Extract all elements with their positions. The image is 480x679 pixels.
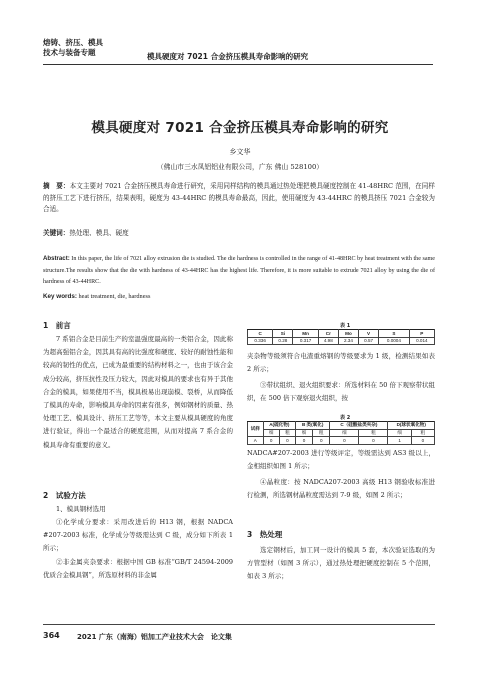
table-header-cell: Cr <box>318 330 338 338</box>
table-header-cell: A(硫化物) <box>263 422 295 430</box>
keywords-cn-label: 关键词： <box>43 229 70 237</box>
table-cell: 0 <box>263 437 279 445</box>
table-header-cell: D(球状氧化物) <box>388 422 435 430</box>
section-3-paragraph: 选定钢材后，加工同一设计的模具 5 套，本次验证选取的为方管型材（如图 3 所示），通过热处理把硬度控制在 5 个范围，如表 3 所示； <box>247 546 435 581</box>
table-header-cell: Mn <box>293 330 318 338</box>
abstract-en <box>43 253 435 289</box>
table-header-cell: 粗 <box>313 429 330 437</box>
journal-line-2: 技术与装备专题 <box>43 48 96 57</box>
table-cell: 0.57 <box>359 337 379 345</box>
header-divider <box>43 64 433 65</box>
page-number: 364 <box>43 631 60 640</box>
table-header-cell: 细 <box>388 429 411 437</box>
table-cell: 0 <box>359 437 388 445</box>
right-paragraph-2: ③带状组织、退火组织要求：所选材料在 50 倍下观察带状组织，在 500 倍下观察退火组织，按 <box>247 381 435 403</box>
table-cell: 1 <box>388 437 411 445</box>
table-header-cell: 细 <box>330 429 359 437</box>
journal-section-label <box>43 38 103 58</box>
table-cell: A <box>248 437 264 445</box>
table-header-cell: C（硅酸盐类夹杂) <box>330 422 388 430</box>
table-1-caption: 表 1 <box>340 323 351 329</box>
abstract-en-text: In this paper, the life of 7021 alloy extrusion die is studied. The die hardness is controlled in the range of 41-48HRC by heat treatment with the same structure.The results show that the die with hardness of 43-44HRC has the highest life. Therefore, it is more suitable to extrude 7021 alloy by using the die of hardness of 43-44HRC. <box>43 256 435 285</box>
table-header-cell: 细 <box>263 429 279 437</box>
table-header-cell: 粗 <box>411 429 434 437</box>
table-header-cell: V <box>359 330 379 338</box>
table-row <box>248 337 435 345</box>
abstract-cn <box>43 181 435 216</box>
table-2-inclusions <box>247 421 435 445</box>
footer-divider <box>43 624 435 625</box>
table-cell: 2.34 <box>338 337 358 345</box>
table-cell: 0 <box>313 437 330 445</box>
table-header-cell: C <box>248 330 273 338</box>
table-cell: 0 <box>330 437 359 445</box>
keywords-en-label: Key words: <box>43 293 77 300</box>
table-row <box>248 437 435 445</box>
affiliation: （佛山市三水凤铝铝业有限公司，广东 佛山 528100） <box>156 163 324 171</box>
abstract-en-label: Abstract: <box>43 255 70 262</box>
table-header-cell: B 类(氧化) <box>296 422 330 430</box>
table-header-cell: 细 <box>296 429 313 437</box>
section-2-subheading: 1、模具钢材选用 <box>56 505 106 513</box>
table-2-caption: 表 2 <box>340 415 351 421</box>
keywords-en <box>43 293 150 300</box>
table-header-cell: 粗 <box>359 429 388 437</box>
section-1-title: 1 前言 <box>43 321 71 330</box>
section-2-item-1: ①化学成分要求：采用改进后的 H13 钢，根据 NADCA #207-2003 标准，化学成分等级需达到 C 级，成分如下所表 1 所示； <box>43 518 233 553</box>
table-cell: 0 <box>279 437 295 445</box>
keywords-cn <box>43 227 129 237</box>
table-cell: 0 <box>411 437 434 445</box>
table-header-cell: Si <box>273 330 293 338</box>
journal-line-1: 熔铸、挤压、模具 <box>43 38 103 47</box>
table-header-cell: S <box>379 330 409 338</box>
article-title: 模具硬度对 7021 合金挤压模具寿命影响的研究 <box>91 120 389 136</box>
section-3-title: 3 热处理 <box>247 530 283 539</box>
author: 乡文华 <box>229 148 251 156</box>
table-row <box>248 422 435 430</box>
table-cell: 0.28 <box>273 337 293 345</box>
table-cell: 0 <box>296 437 313 445</box>
table-1-composition <box>247 329 435 345</box>
table-header-cell: P <box>409 330 434 338</box>
section-2-title: 2 试验方法 <box>43 491 86 500</box>
table-cell: 0.0004 <box>379 337 409 345</box>
table-cell: 4.98 <box>318 337 338 345</box>
section-1-paragraph: 7 系铝合金是目前生产的室温强度最高的一类铝合金，因此称为超高强铝合金，因其具有高的比强度和硬度、较好的耐蚀性能和较高的韧性的优点，已成为最重要的结构材料之一，也由于该合金成分较高，挤压抗性及压力较大，因此对模具的要求也有异于其他合金的模具，如果使用不当，模具极易出现崩模、裂桥，从而降低了模具的寿命，影响模具寿命的因素有很多，例如钢材的质量、热处理工艺、模具设计、挤压工艺等等，本文主要从模具硬度的角度进行验证，得出一个最适合的硬度范围，从而对提高 7 系合金的模具寿命有重要的意义。 <box>43 335 233 449</box>
abstract-cn-text: 本文主要对 7021 合金挤压模具寿命进行研究，采用同样结构的模具通过热处理把模具硬度控制在 41-48HRC 范围，在同样的挤压工艺下进行挤压，结果表明，硬度为 43-44HRC 的模具寿命最高，因此，使用硬度为 43-44HRC 的模具挤压 7021 合金较为合适。 <box>43 182 436 214</box>
keywords-en-text: heat treatment, die, hardness <box>76 293 151 300</box>
right-paragraph-3: NADCA#207-2003 进行等级评定，等级需达到 AS3 级以上，金相组织如图 1 所示； <box>247 449 435 471</box>
table-cell: 0.336 <box>248 337 273 345</box>
table-row <box>248 429 435 437</box>
table-row <box>248 330 435 338</box>
abstract-cn-label: 摘 要： <box>43 182 70 190</box>
section-2-item-2: ②非金属夹杂要求：根据中国 GB 标准“GB/T 24594-2009 优质合金模具钢”，所选原材料的非金属 <box>43 558 233 580</box>
table-cell: 0.317 <box>293 337 318 345</box>
right-paragraph-1: 夹杂物等级须符合电渣重熔钢的等级要求为 1 级，检测结果如表 2 所示； <box>247 352 435 374</box>
right-paragraph-4: ④晶粒度：按 NADCA207-2003 高级 H13 钢验收标准进行检测，所选钢材晶粒度需达到 7-9 级，如图 2 所示； <box>247 478 435 500</box>
running-title: 模具硬度对 7021 合金挤压模具寿命影响的研究 <box>147 52 309 61</box>
table-header-cell: 试样 <box>248 422 264 437</box>
table-header-cell: 粗 <box>279 429 295 437</box>
table-header-cell: Mo <box>338 330 358 338</box>
conference-name: 2021 广东（南海）铝加工产业技术大会 论文集 <box>77 633 232 641</box>
table-cell: 0.014 <box>409 337 434 345</box>
keywords-cn-text: 热处理、模具、硬度 <box>69 229 129 237</box>
